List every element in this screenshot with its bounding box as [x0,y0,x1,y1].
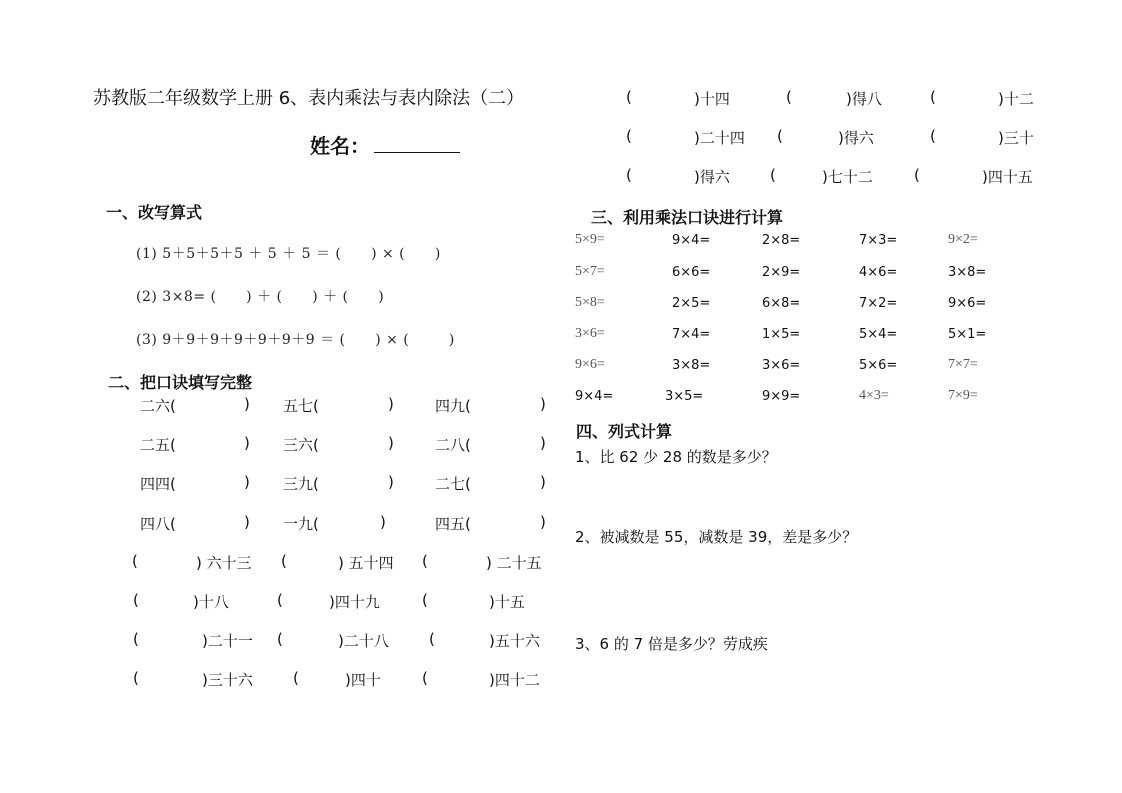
calc-item[interactable]: 3×8= [948,265,987,280]
verse-prefix: 四四( [140,475,176,493]
calc-item[interactable]: 3×6= [762,358,801,373]
verse-blank[interactable]: ) [540,513,546,531]
calc-item[interactable]: 7×3= [859,233,898,248]
verse-prefix: 四九( [435,397,471,415]
verse-prefix: 二五( [140,436,176,454]
section2-heading: 二、把口诀填写完整 [108,373,253,392]
verse-prefix: 三九( [283,475,319,493]
word-problem-1: 1、比 62 少 28 的数是多少？ [575,448,777,466]
calc-item[interactable]: 3×8= [672,358,711,373]
name-label: 姓名： [310,134,370,158]
verse-blank-open[interactable]: ( [133,630,139,648]
verse-blank[interactable]: ) [244,434,250,452]
verse-blank-open[interactable]: ( [133,591,139,609]
verse-suffix: )七十二 [822,168,873,186]
calc-item[interactable]: 1×5= [762,327,801,342]
verse-blank[interactable]: ) [380,513,386,531]
verse-blank[interactable]: ) [244,473,250,491]
calc-item[interactable]: 9×2= [948,232,978,247]
calc-item[interactable]: 7×2= [859,296,898,311]
calc-item[interactable]: 5×6= [859,358,898,373]
verse-blank-open[interactable]: ( [914,166,920,184]
verse-blank-open[interactable]: ( [626,166,632,184]
calc-item[interactable]: 2×8= [762,233,801,248]
verse-suffix: )二十八 [338,632,389,650]
rewrite-item-3[interactable]: (3) 9＋9＋9＋9＋9＋9＋9 ＝ ( ) × ( ) [136,332,455,348]
calc-item[interactable]: 5×8= [575,295,605,310]
verse-suffix: )四十 [345,671,381,689]
rewrite-item-2[interactable]: (2) 3×8= ( ) ＋ ( ) ＋ ( ) [136,289,385,305]
verse-blank[interactable]: ) [388,395,394,413]
verse-prefix: 二七( [435,475,471,493]
verse-blank-open[interactable]: ( [770,166,776,184]
verse-blank-open[interactable]: ( [786,88,792,106]
calc-item[interactable]: 9×6= [575,357,605,372]
section4-heading: 四、列式计算 [576,422,673,441]
verse-suffix: )得六 [838,129,874,147]
calc-item[interactable]: 2×9= [762,265,801,280]
verse-suffix: )十八 [193,593,229,611]
section3-heading: 三、利用乘法口诀进行计算 [591,208,784,227]
verse-blank-open[interactable]: ( [277,630,283,648]
calc-item[interactable]: 6×6= [672,265,711,280]
verse-prefix: 三六( [283,436,319,454]
verse-blank-open[interactable]: ( [277,591,283,609]
verse-suffix: )二十一 [202,632,253,650]
calc-item[interactable]: 9×9= [762,389,801,404]
calc-item[interactable]: 7×9= [948,388,978,403]
verse-blank[interactable]: ) [388,473,394,491]
verse-prefix: 一九( [283,515,319,533]
section1-heading: 一、改写算式 [106,203,203,222]
calc-item[interactable]: 2×5= [672,296,711,311]
verse-blank-open[interactable]: ( [777,127,783,145]
verse-suffix: )得八 [846,90,882,108]
name-field[interactable] [374,152,460,153]
verse-blank-open[interactable]: ( [930,127,936,145]
verse-blank[interactable]: ) [540,395,546,413]
calc-item[interactable]: 6×8= [762,296,801,311]
verse-blank[interactable]: ) [244,513,250,531]
verse-blank-open[interactable]: ( [626,88,632,106]
calc-item[interactable]: 9×6= [948,296,987,311]
verse-blank-open[interactable]: ( [281,552,287,570]
verse-blank[interactable]: ) [388,434,394,452]
worksheet-title: 苏教版二年级数学上册 6、表内乘法与表内除法（二） [93,88,525,109]
verse-suffix: )三十六 [202,671,253,689]
calc-item[interactable]: 5×4= [859,327,898,342]
calc-item[interactable]: 5×7= [575,264,605,279]
verse-blank-open[interactable]: ( [930,88,936,106]
calc-item[interactable]: 5×9= [575,232,605,247]
verse-blank-open[interactable]: ( [132,552,138,570]
word-problem-2: 2、被减数是 55，减数是 39，差是多少？ [575,528,858,546]
calc-item[interactable]: 9×4= [575,389,614,404]
verse-suffix: ) 二十五 [486,554,542,572]
calc-item[interactable]: 7×7= [948,357,978,372]
calc-item[interactable]: 3×6= [575,326,605,341]
verse-prefix: 二八( [435,436,471,454]
verse-suffix: )二十四 [694,129,745,147]
verse-blank-open[interactable]: ( [422,669,428,687]
verse-suffix: )四十五 [982,168,1033,186]
verse-blank-open[interactable]: ( [133,669,139,687]
rewrite-item-1[interactable]: (1) 5＋5＋5＋5 ＋ 5 ＋ 5 ＝ ( ) × ( ) [136,246,441,262]
verse-suffix: )五十六 [489,632,540,650]
verse-suffix: )十二 [998,90,1034,108]
verse-suffix: ) 五十四 [338,554,394,572]
calc-item[interactable]: 3×5= [665,389,704,404]
verse-blank[interactable]: ) [540,434,546,452]
calc-item[interactable]: 5×1= [948,327,987,342]
calc-item[interactable]: 7×4= [672,327,711,342]
verse-blank[interactable]: ) [540,473,546,491]
verse-suffix: )得六 [694,168,730,186]
verse-suffix: ) 六十三 [196,554,252,572]
verse-blank-open[interactable]: ( [422,552,428,570]
calc-item[interactable]: 9×4= [672,233,711,248]
verse-suffix: )四十九 [329,593,380,611]
verse-blank[interactable]: ) [244,395,250,413]
verse-suffix: )四十二 [489,671,540,689]
verse-blank-open[interactable]: ( [429,630,435,648]
verse-prefix: 四五( [435,515,471,533]
verse-suffix: )三十 [998,129,1034,147]
calc-item[interactable]: 4×3= [859,388,889,403]
word-problem-3: 3、6 的 7 倍是多少？劳成疾 [575,635,768,653]
verse-blank-open[interactable]: ( [626,127,632,145]
verse-prefix: 五七( [283,397,319,415]
calc-item[interactable]: 4×6= [859,265,898,280]
verse-prefix: 四八( [140,515,176,533]
verse-suffix: )十四 [694,90,730,108]
verse-blank-open[interactable]: ( [293,669,299,687]
verse-prefix: 二六( [140,397,176,415]
verse-suffix: )十五 [489,593,525,611]
verse-blank-open[interactable]: ( [422,591,428,609]
